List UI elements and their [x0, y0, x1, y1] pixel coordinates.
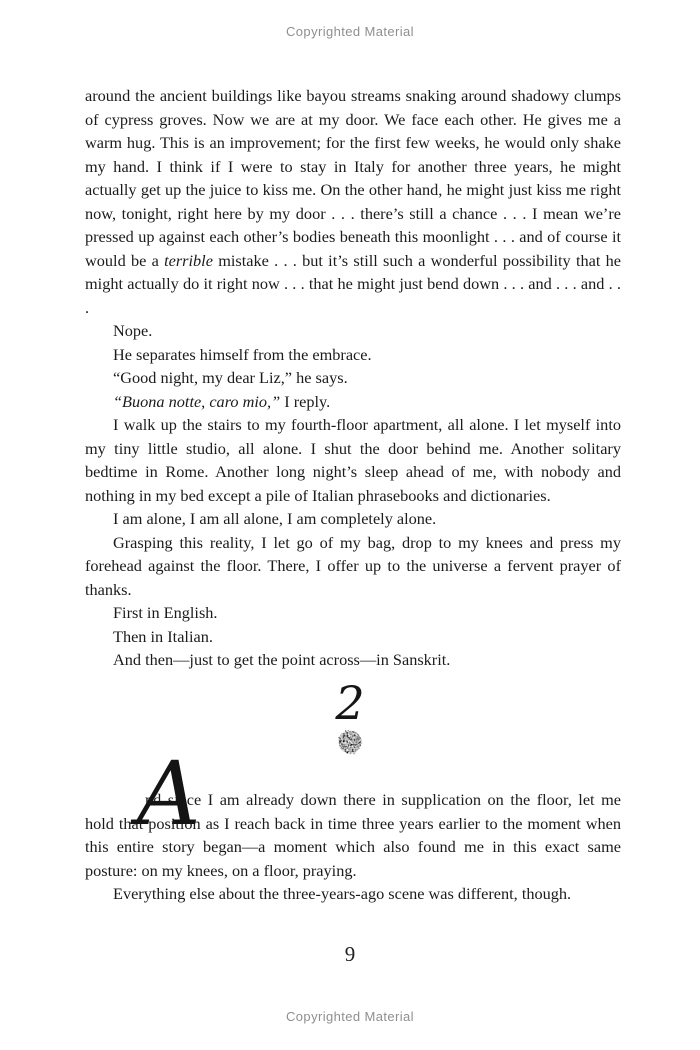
paragraph [85, 601, 621, 625]
chapter-number: 2 [335, 676, 365, 730]
copyright-notice-top: Copyrighted Material [286, 24, 414, 39]
page-number: 9 [344, 942, 356, 966]
paragraph [85, 648, 621, 672]
text-segment: Grasping this reality, I let go of my bag, drop to my knees and press my forehead against the floor. There, I offer up to the universe a fervent prayer of thanks. [85, 532, 621, 599]
paragraph [85, 413, 621, 507]
chapter-heading [0, 676, 700, 756]
text-segment: And then—just to get the point across—in Sanskrit. [113, 650, 451, 669]
drop-cap-letter: A [137, 742, 201, 845]
text-segment: around the ancient buildings like bayou streams snaking around shadowy clumps of cypress groves. Now we are at my door. We face each other. He gives me a warm hug. This is an improvement; for the first few weeks, he would only shake my hand. I think if I were to stay in Italy for another three years, he might actually get up the juice to kiss me. On the other hand, he might just kiss me right now, tonight, right here by my door . . . there’s still a chance . . . I mean we’re pressed up against each other’s bodies beneath this moonlight . . . and of course it would be a [85, 86, 621, 270]
paragraph [85, 390, 621, 414]
paragraph [85, 84, 621, 319]
text-segment: mistake . . . but it’s still such a wonderful possibility that he might actually do it right now . . . that he might just bend down . . . and . . . and . . . [85, 250, 621, 317]
paragraph [85, 366, 621, 390]
paragraph [85, 625, 621, 649]
text-segment: I walk up the stairs to my fourth-floor apartment, all alone. I let myself into my tiny little studio, all alone. I shut the door behind me. Another solitary bedtime in Rome. Another long night’s sleep ahead of me, with nobody and nothing in my bed except a pile of Italian phrasebooks and dictionaries. [85, 415, 621, 505]
paragraph [85, 531, 621, 602]
text-segment: I reply. [280, 391, 331, 411]
text-segment: He separates himself from the embrace. [113, 344, 372, 364]
italic-text-segment: terrible [164, 250, 213, 270]
body-text-after-chapter [85, 742, 621, 906]
text-segment: First in English. [113, 603, 218, 622]
paragraph [85, 742, 621, 882]
paragraph [85, 882, 621, 906]
paragraph [85, 319, 621, 343]
text-segment: nd since I am already down there in supplication on the floor, let me hold that position as I reach back in time three years earlier to the moment when this entire story began—a moment which also found me in this exact same posture: on my knees, on a floor, praying. [85, 790, 621, 880]
text-segment: Nope. [113, 321, 153, 340]
body-text-before-chapter [85, 84, 621, 672]
text-segment: I am alone, I am all alone, I am completely alone. [113, 509, 437, 528]
italic-text-segment: “Buona notte, caro mio,” [113, 391, 281, 411]
paragraph [85, 507, 621, 531]
text-segment: Then in Italian. [113, 626, 213, 646]
text-segment: Everything else about the three-years-ago scene was different, though. [113, 884, 572, 903]
copyright-notice-bottom: Copyrighted Material [286, 1009, 414, 1024]
text-segment: “Good night, my dear Liz,” he says. [113, 368, 348, 387]
paragraph [85, 343, 621, 367]
